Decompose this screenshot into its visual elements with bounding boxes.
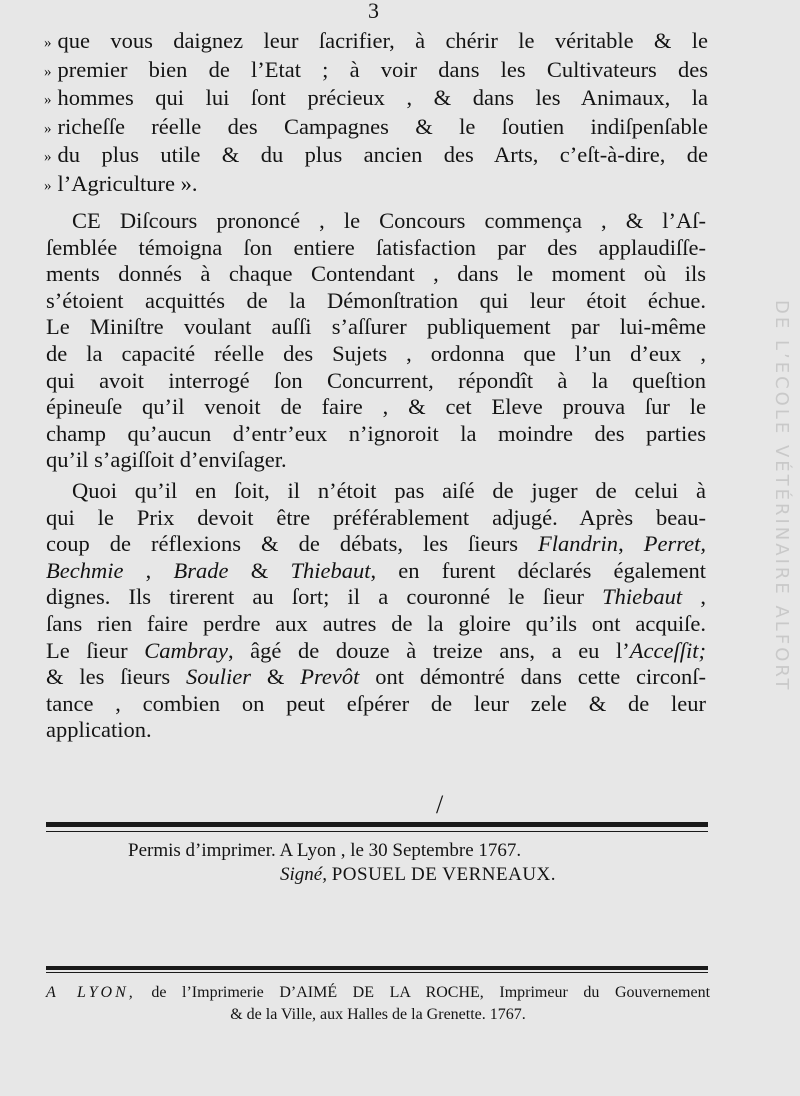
paragraph-line: & les ſieurs Soulier & Prevôt ont démontré dans cette circonſ- [46, 664, 706, 690]
paragraph-line: champ qu’aucun d’entr’eux n’ignoroit la moindre des parties [46, 420, 706, 446]
library-stamp: DE L’ECOLE VÉTÉRINAIRE ALFORT [771, 300, 792, 693]
colophon-line: & de la Ville, aux Halles de la Grenette. 1767. [230, 1006, 526, 1023]
paragraph-line: Quoi qu’il en ſoit, il n’étoit pas aiſé de juger de celui à [72, 478, 706, 503]
paragraph-line: Le ſieur Cambray, âgé de douze à treize ans, a eu l’Acceſſit; [46, 637, 706, 663]
quote-line: » l’Agriculture ». [44, 170, 198, 196]
paragraph-line: Le Miniſtre voulant auſſi s’aſſurer publiquement par lui-même [46, 314, 706, 340]
paragraph-line: qui avoit interrogé ſon Concurrent, répondît à la queſtion [46, 367, 706, 393]
divider-rule-bottom-thin [46, 972, 708, 973]
quote-line: » du plus utile & du plus ancien des Arts, c’eſt-à-dire, de [44, 142, 708, 168]
page-number: 3 [368, 0, 379, 23]
paragraph-line: Bechmie , Brade & Thiebaut, en furent déclarés également [46, 557, 707, 583]
imprimatur-line: Permis d’imprimer. A Lyon , le 30 Septembre 1767. [128, 840, 522, 861]
paragraph-line: ſans rien faire perdre aux autres de la gloire qu’ils ont acquiſe. [46, 610, 706, 636]
paragraph-line: de la capacité réelle des Sujets , ordonna que l’un d’eux , [46, 340, 706, 366]
paragraph-line: dignes. Ils tirerent au ſort; il a couronné le ſieur Thiebaut , [46, 584, 706, 610]
stray-ink-mark: / [436, 790, 444, 819]
paragraph-line: épineuſe qu’il venoit de faire , & cet Eleve prouva ſur le [46, 394, 706, 420]
signature-line: Signé, POSUEL DE VERNEAUX. [280, 864, 557, 885]
paragraph-prix [46, 478, 706, 744]
quote-block [44, 28, 708, 200]
quote-line: » richeſſe réelle des Campagnes & le ſoutien indiſpenſable [44, 113, 708, 139]
paragraph-line: application. [46, 717, 152, 743]
paragraph-line: s’étoient acquittés de la Démonſtration qui leur étoit échue. [46, 287, 706, 313]
paragraph-line: qu’il s’agiſſoit d’enviſager. [46, 447, 287, 473]
divider-rule-thin [46, 831, 708, 832]
paragraph-line: coup de réflexions & de débats, les ſieurs Flandrin, Perret, [46, 531, 707, 557]
printer-colophon [46, 982, 710, 1026]
paragraph-discours [46, 208, 706, 474]
paragraph-line: ments donnés à chaque Contendant , dans le moment où ils [46, 261, 706, 287]
paragraph-line: ſemblée témoigna ſon entiere ſatisfaction par des applaudiſſe- [46, 234, 706, 260]
paragraph-line: tance , combien on peut eſpérer de leur zele & de leur [46, 690, 706, 716]
colophon-line: A LYON, de l’Imprimerie D’AIMÉ DE LA ROCHE, Imprimeur du Gouvernement [46, 984, 711, 1001]
quote-line: » que vous daignez leur ſacrifier, à chérir le véritable & le [44, 28, 708, 53]
paragraph-line: CE Diſcours prononcé , le Concours commença , & l’Aſ- [72, 208, 706, 233]
divider-rule-bottom [46, 966, 708, 970]
divider-rule [46, 822, 708, 827]
paragraph-line: qui le Prix devoit être préférablement adjugé. Après beau- [46, 504, 706, 530]
quote-line: » premier bien de l’Etat ; à voir dans les Cultivateurs des [44, 56, 708, 82]
quote-line: » hommes qui lui ſont précieux , & dans les Animaux, la [44, 85, 708, 111]
